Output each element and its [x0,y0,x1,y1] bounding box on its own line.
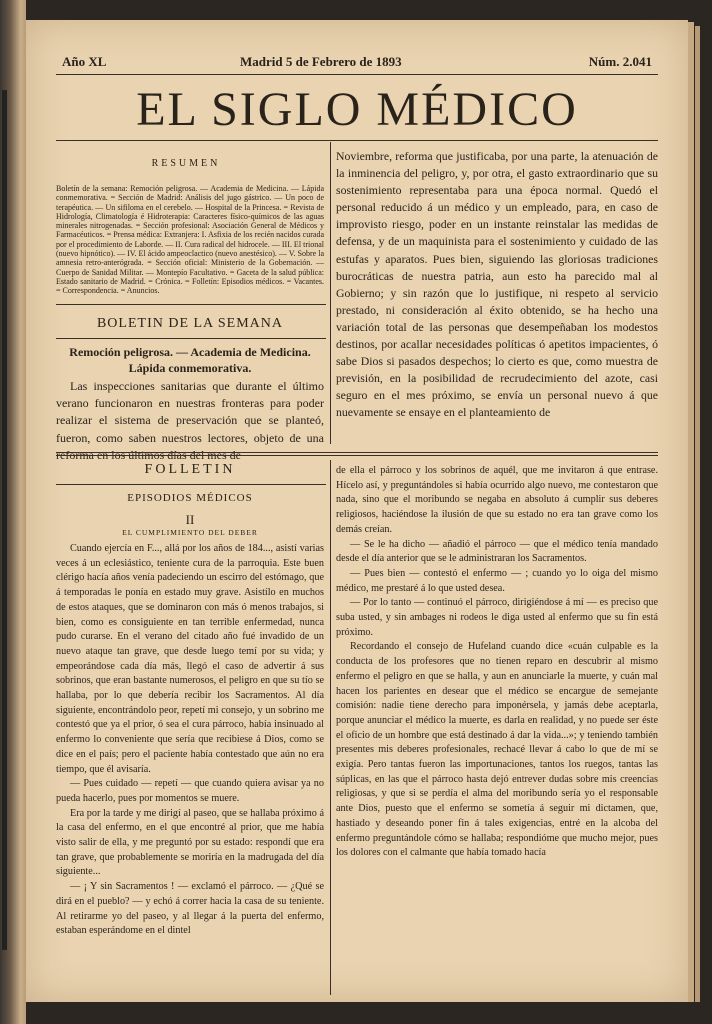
resumen-text: Boletín de la semana: Remoción peligrosa. — Academia de Medicina. — Lápida conmemorativa. = Sección de Madrid: Análisis del jugo gástrico. — Un poco de terapéutica. — Un sifiloma en el cerebelo. — Hospital de la Princesa. = Revista de Hidrología, Climatología é Hidroterapia: Caracteres físico-químicos de las aguas minerales nitrogenadas. = Sección profesional: Asociación General de Médicos y Farmacéuticos. = Prensa médica: Extranjera: I. Asfixia de los recién nacidos curada por el procedimiento de Laborde. — II. Cura radical del hidrocele. — III. El trional (nuevo hipnótico). — IV. El ácido ampeoclactico (nuevo anestésico). — V. Sobre la amnesia retro-anterógrada. = Sección oficial: Ministerio de la Gobernación. — Cuerpo de Sanidad Militar. — Montepío Facultativo. = Gaceta de la salud pública: Estado sanitario de Madrid. = Crónica. = Folletín: Episodios médicos. = Vacantes. = Correspondencia. = Anuncios. [56,184,324,296]
issue-number: Núm. 2.041 [588,54,652,69]
masthead-info [62,54,652,72]
folletin-column-divider [330,460,331,995]
folletin-paragraph: Recordando el consejo de Hufeland cuando dice «cuán culpable es la conducta de los profesores que no tienen reparo en descubrir al mismo enfermo el peligro en que se halla, y aun en anunciarle la muerte, y cuán mal hacen los parientes en desear que el médico se encargue de semejante comisión: nadie tiene derecho para imponérsela, y jamás debe aceptarla, porque anunciar el médico la muerte, es darla en realidad, y no puede ser éste el oficio de un hombre que está destinado á dar la vida...»; y teniendo también presentes mis deberes profesionales, rechacé llevar á cabo lo que de mí se exigía. Pero tantas fueron las importunaciones, tantos los ruegos, tantas las súplicas, en las que el párroco hasta dejó entrever dudas sobre mis creencias religiosas, y que si se perdía el alma del moribundo sería yo el responsable ante Dios, puesto que el enfermo se sometía á seguir mi dictamen, que, hastiado y deseando poner fin á tales exigencias, entré en la alcoba del enfermo preguntándole cómo se hallaba; respondióme que mucho mejor, pues los dolores con el calmante que había tomado hacía [336,641,658,859]
folletin-right-column [336,464,658,861]
newspaper-title: EL SIGLO MÉDICO [136,83,578,136]
right-top-paragraph: Noviembre, reforma que justificaba, por una parte, la atenuación de la inminencia del peligro, y, por otra, el gasto extraordinario que su sostenimiento representaba para una época normal. Quedó el personal reducido á un médico y un empleado, para, en caso de improvisto riesgo, poder en un instante reinstalar las medidas de defensa, y de un maquinista para el sostenimiento y cuidado de las estufas y aparatos. Pues bien, siguiendo las gloriosas tradiciones burocráticas de nuestra patria, aun esto ha parecido mal al Gobierno; y sin razón que lo justifique, ni respeto al servicio prestado, ni consideración al éxito obtenido, se ha hecho una variación total de las personas que desempeñaban los modestos destinos, por acallar necesidades políticas ó apetitos impacientes, ó sabe Dios si pasados despechos; lo cierto es que, como muestra de previsión, en la posibilidad de recrudecimiento del azote, casi seguro en el mes próximo, se envía un personal nuevo á que nuevamente se ensaye en el planteamiento de [336,149,658,420]
chapter-number: II [185,512,195,527]
boletin-rule [56,338,326,339]
spine-strip [2,90,7,950]
folletin-paragraph: de ella el párroco y los sobrinos de aquél, que me invitaron á que entrase. Hícelo así, y preguntándoles si había ocurrido algo nuevo, me contestaron que nada, sino que el moribundo se negaba en absoluto á cumplir sus deberes religiosos, haciéndose la ilusión de que su estado no era tan grave como los demás creían. [336,465,658,535]
folletin-heading: FOLLETIN [144,462,236,477]
folletin-paragraph: Cuando ejercía en F..., allá por los años de 184..., asistí varias veces á un eclesiástico, teniente cura de la parroquia. Este buen clérigo hacía años venía padeciendo un escirro del estómago, que á temporadas le ponía en estado muy grave. Asistílo en muchos de estos ataques, que se dominaron con más ó menos trabajos, si bien, como es consiguiente en tan terrible enfermedad, nunca pudo curarse. En el verano del citado año fué invadido de un nuevo ataque tan grave, que desde luego temí por su vida; y empeorándose cada día más, llegó el caso de advertir á sus sobrinos, que eran bastante numerosos, el peligro en que su tío se hallaba, por lo que debería recibir los Sacramentos. Al día siguiente, encontrándolo peor, repetí mi consejo, y un sobrino me contestó que ya el prior, ó sea el cura párroco, había insinuado al enfermo lo conveniente que sería que recibiese á Dios, como se dice en el país; pero el paciente había contestado que aún no era tiempo, que él avisaría. [56,543,324,775]
right-top-column [336,148,658,422]
folletin-series: EPISODIOS MÉDICOS [127,492,253,504]
folletin-rule [56,484,326,485]
resumen-heading: RESUMEN [151,158,221,169]
folletin-left-column [56,542,324,939]
folletin-paragraph: — ¡ Y sin Sacramentos ! — exclamó el párroco. — ¿Qué se dirá en el pueblo? — y echó á correr hacia la casa de su teniente. Al retirarme yo del paseo, y al llegar á la puerta del enfermo, estaban esperándome en el dintel [56,881,324,937]
resumen-rule [56,304,326,305]
boletin-paragraph: Las inspecciones sanitarias que durante el último verano funcionaron en nuestras fronteras para poder realizar el sistema de preservación que se planteó, fueron, como saben nuestros lectores, objeto de una reforma en los últimos días del mes de [56,379,324,462]
folletin-paragraph: — Por lo tanto — continuó el párroco, dirigiéndose á mí — es preciso que suba usted, y sin ambages ni rodeos le diga usted al enfermo que su fin está próximo. [336,597,658,638]
folletin-paragraph: — Pues bien — contestó el enfermo — ; cuando yo lo oiga del mismo médico, me prestaré á lo que usted desea. [336,567,658,594]
date-label: Madrid 5 de Febrero de 1893 [240,54,402,69]
header-rule [56,74,658,75]
year-label: Año XL [62,54,107,69]
folletin-paragraph: Era por la tarde y me dirigí al paseo, que se hallaba próximo á la casa del enfermo, en el que encontré al prior, que me había visto salir de ella, y me preguntó por su estado: respondí que era tan grave, que probablemente se moriría en la madrugada del día siguiente... [56,807,324,878]
boletin-subheading: Remoción peligrosa. — Academia de Medicina. Lápida conmemorativa. [69,345,311,375]
folletin-rule-top2 [56,455,658,456]
newspaper-page [26,20,688,1002]
boletin-heading: BOLETIN DE LA SEMANA [96,316,284,331]
page-edge-back [695,26,700,1002]
page-edge [688,22,694,1002]
folletin-rule-top [56,452,658,453]
chapter-title: EL CUMPLIMIENTO DEL DEBER [122,528,258,537]
column-divider [330,142,331,444]
folletin-paragraph: — Se le ha dicho — añadió el párroco — que el médico tenía mandado desde el día anterior que se le administraran los Sacramentos. [336,538,658,565]
title-rule [56,140,658,141]
folletin-paragraph: — Pues cuidado — repetí — que cuando quiera avisar ya no pueda hacerlo, pues por momentos se muere. [56,778,324,804]
book-spine [0,0,26,1024]
